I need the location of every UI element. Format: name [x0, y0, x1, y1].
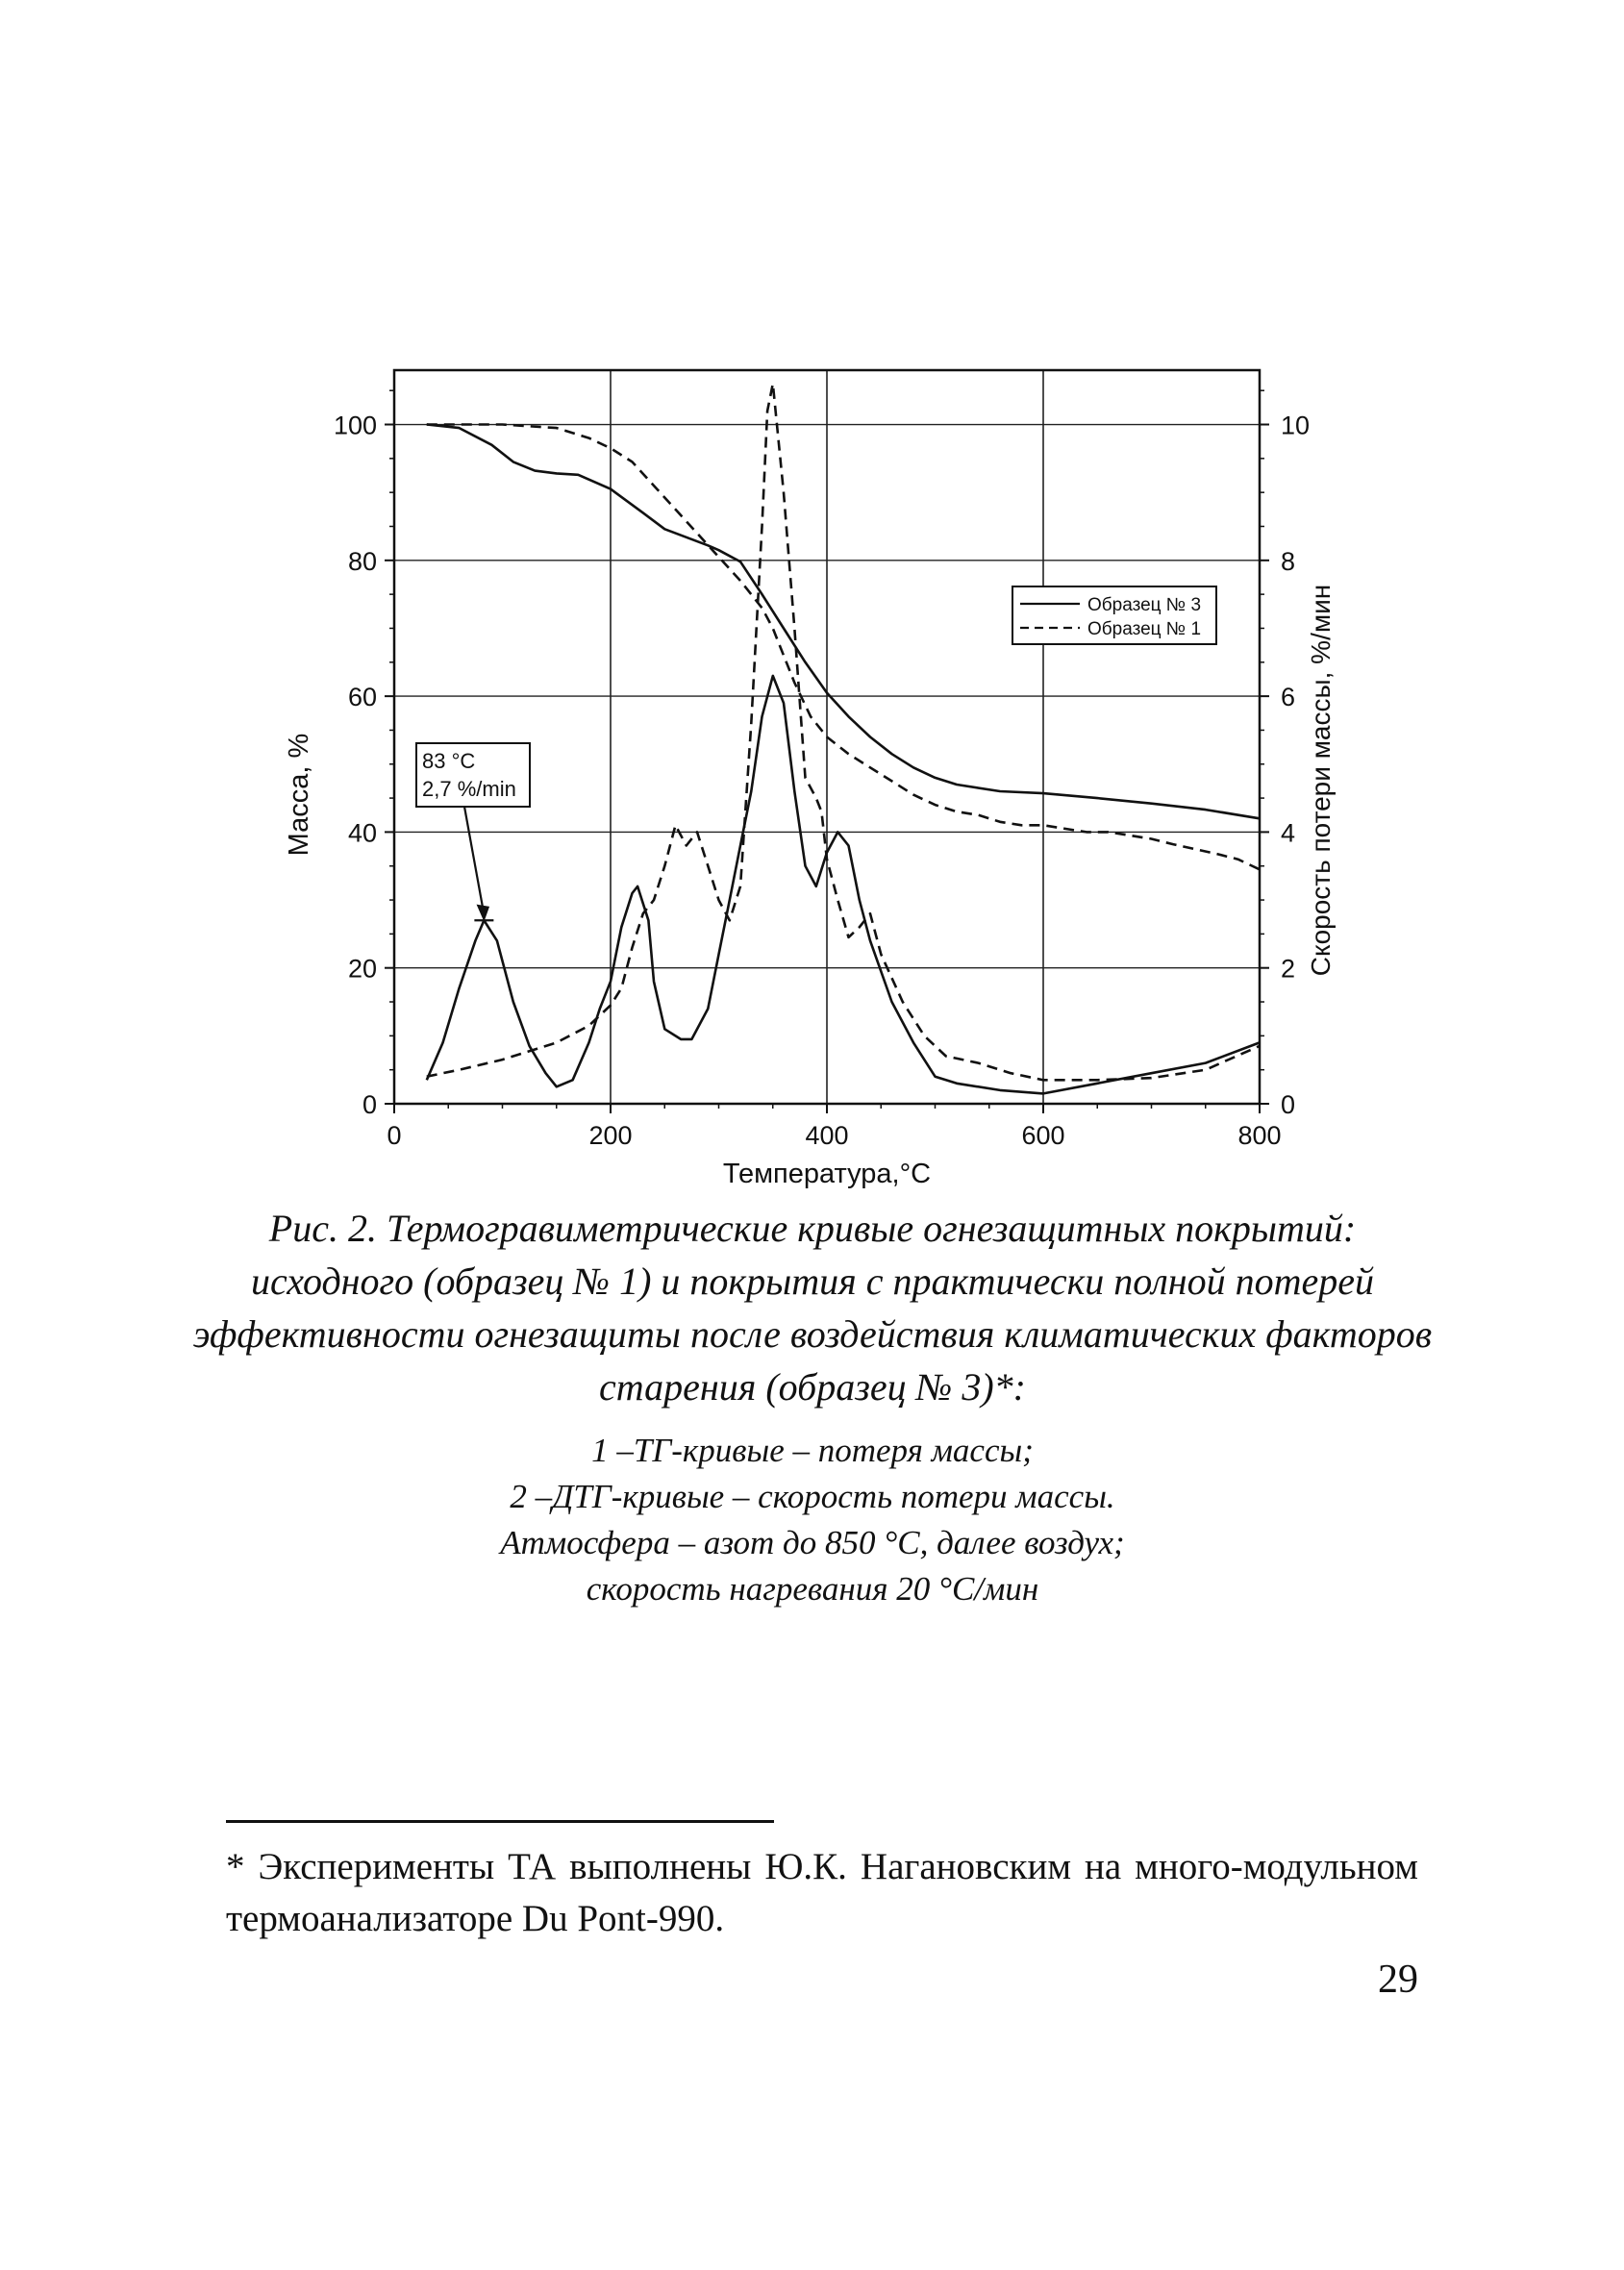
- y-left-axis-title: Масса, %: [284, 733, 314, 857]
- x-tick-label: 200: [588, 1121, 633, 1150]
- x-tick-label: 0: [387, 1121, 402, 1150]
- y-right-tick-label: 8: [1281, 546, 1296, 576]
- chart-legend: [1012, 586, 1216, 644]
- y-right-tick-label: 6: [1281, 683, 1296, 712]
- y-right-tick-label: 0: [1281, 1090, 1296, 1119]
- y-left-tick-label: 40: [347, 818, 377, 848]
- y-left-tick-label: 80: [347, 546, 377, 576]
- y-right-axis-title: Скорость потери массы, %/мин: [1306, 584, 1336, 977]
- figure-notes: [192, 1428, 1433, 1612]
- legend-entry: Образец № 1: [1087, 619, 1202, 639]
- annotation-text: 2,7 %/min: [422, 777, 516, 801]
- figure-caption: Рис. 2. Термогравиметрические кривые огнезащитных покрытий: исходного (образец № 1) и покрытия с практически полной потерей эффективности огнезащиты после воздействия климатических факторов старения (образец № 3)*:: [192, 1207, 1433, 1409]
- footnote: * Эксперименты ТА выполнены Ю.К. Нагановским на много-модульном термоанализаторе Du Pont-990.: [226, 1846, 1418, 1939]
- dtg-sample-1-line: [427, 384, 1260, 1080]
- page-number: 29: [1378, 1958, 1418, 2002]
- dtg-sample-3-line: [427, 676, 1260, 1094]
- chart-series: [427, 384, 1260, 1093]
- x-tick-label: 400: [805, 1121, 849, 1150]
- y-right-tick-label: 4: [1281, 818, 1296, 848]
- y-left-tick-label: 60: [347, 683, 377, 712]
- note-atmosphere: Атмосфера – азот до 850 °С, далее воздух;: [500, 1524, 1125, 1561]
- y-right-tick-label: 10: [1281, 411, 1311, 440]
- annotation-text: 83 °С: [422, 749, 476, 773]
- x-tick-label: 800: [1237, 1121, 1282, 1150]
- y-left-tick-label: 20: [347, 954, 377, 984]
- note-heating-rate: скорость нагревания 20 °С/мин: [586, 1570, 1039, 1608]
- x-tick-label: 600: [1021, 1121, 1065, 1150]
- legend-entry: Образец № 3: [1087, 595, 1202, 615]
- y-left-tick-label: 0: [362, 1090, 377, 1119]
- x-axis-title: Температура,°С: [722, 1159, 932, 1189]
- note-dtg: 2 –ДТГ-кривые – скорость потери массы.: [510, 1478, 1115, 1515]
- note-tg: 1 –ТГ-кривые – потеря массы;: [591, 1432, 1034, 1469]
- y-right-tick-label: 2: [1281, 954, 1296, 984]
- annotation-arrowhead: [477, 905, 488, 920]
- y-left-tick-label: 100: [333, 411, 377, 440]
- annotation-arrow: [464, 807, 484, 914]
- footnote-divider: [226, 1820, 774, 1823]
